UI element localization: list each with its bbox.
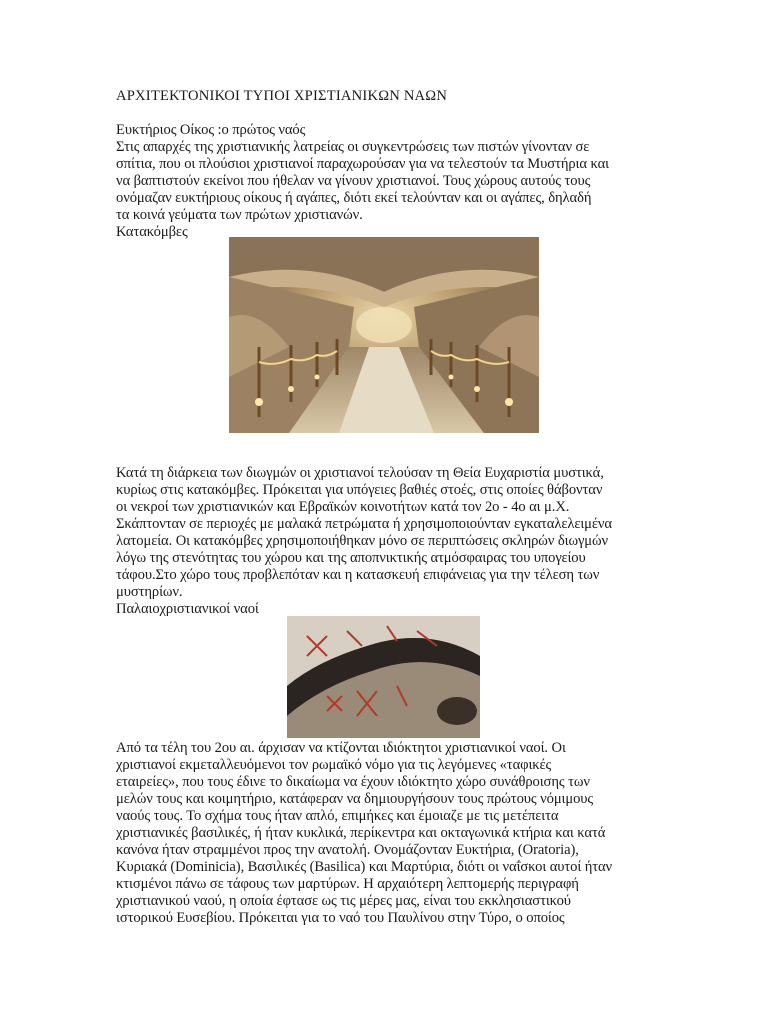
paragraph-line: Κατά τη διάρκεια των διωγμών οι χριστιανοί τελούσαν τη Θεία Ευχαριστία μυστικά,	[116, 465, 604, 481]
paragraph-line: κανόνα ήταν στραμμένοι προς την ανατολή. Ονομάζονταν Ευκτήρια, (Oratoria),	[116, 842, 579, 858]
section-heading: Κατακόμβες	[116, 224, 188, 240]
section-heading: Ευκτήριος Οίκος :ο πρώτος ναός	[116, 122, 306, 138]
paragraph-line: λατομεία. Οι κατακόμβες χρησιμοποιήθηκαν μόνο σε περιπτώσεις σκληρών διωγμών	[116, 533, 609, 549]
paragraph-line: μυστηρίων.	[116, 584, 183, 600]
paragraph-line: Κυριακά (Dominicia), Βασιλικές (Basilica) και Μαρτύρια, διότι οι ναΐσκοι αυτοί ήταν	[116, 859, 613, 875]
catacomb-photo	[229, 237, 539, 433]
document-title: ΑΡΧΙΤΕΚΤΟΝΙΚΟΙ ΤΥΠΟΙ ΧΡΙΣΤΙΑΝΙΚΩΝ ΝΑΩΝ	[116, 88, 448, 104]
section-oikos	[116, 122, 656, 241]
paragraph-line: μελών τους και κοιμητήριο, κατάφεραν να δημιουργήσουν τους πρώτους νόμιμους	[116, 791, 594, 807]
paragraph-line: ιστορικού Ευσεβίου. Πρόκειται για το ναό του Παυλίνου στην Τύρο, ο οποίος	[116, 910, 565, 926]
paragraph-line: λόγω της στενότητας του χώρου και της αποπνικτικής ατμόσφαιρας του υπογείου	[116, 550, 586, 566]
paragraph-line: να βαπτιστούν εκείνοι που ήθελαν να γίνουν χριστιανοί. Τους χώρους αυτούς τους	[116, 173, 591, 189]
paragraph-line: τάφου.Στο χώρο τους προβλεπόταν και η κατασκευή επιφάνειας για την τέλεση των	[116, 567, 600, 583]
section-catacombs	[116, 465, 656, 618]
paragraph-line: Σκάπτονταν σε περιοχές με μαλακά πετρώματα ή χρησιμοποιούνταν εγκαταλελειμένα	[116, 516, 612, 532]
paragraph-line: Στις απαρχές της χριστιανικής λατρείας οι συγκεντρώσεις των πιστών γίνονταν σε	[116, 139, 590, 155]
paragraph-line: σπίτια, που οι πλούσιοι χριστιανοί παραχωρούσαν για να τελεστούν τα Μυστήρια και	[116, 156, 609, 172]
paragraph-line: χριστιανικού ναού, η οποία έφτασε ως τις μέρες μας, είναι του εκκλησιαστικού	[116, 893, 571, 909]
paragraph-line: εταιρείες», που τους έδινε το δικαίωμα να έχουν ιδιόκτητο χώρο συνάθροισης των	[116, 774, 590, 790]
paragraph-line: Από τα τέλη του 2ου αι. άρχισαν να κτίζονται ιδιόκτητοι χριστιανικοί ναοί. Οι	[116, 740, 566, 756]
early-christian-photo	[287, 616, 480, 738]
paragraph-line: κτισμένοι πάνω σε τάφους των μαρτύρων. Η αρχαιότερη λεπτομερής περιγραφή	[116, 876, 579, 892]
paragraph-line: ναούς τους. Το σχήμα τους ήταν απλό, επιμήκες και έμοιαζε με τις μετέπειτα	[116, 808, 559, 824]
section-heading: Παλαιοχριστιανικοί ναοί	[116, 601, 259, 617]
paragraph-line: χριστιανικές βασιλικές, ή ήταν κυκλικά, περίκεντρα και οκταγωνικά κτήρια και κατά	[116, 825, 606, 841]
paragraph-line: οι νεκροί των χριστιανικών και Εβραϊκών κοινοτήτων κατά τον 2ο - 4ο αι μ.Χ.	[116, 499, 570, 515]
paragraph-line: κυρίως στις κατακόμβες. Πρόκειται για υπόγειες βαθιές στοές, στις οποίες θάβονταν	[116, 482, 603, 498]
paragraph-line: χριστιανοί εκμεταλλευόμενοι τον ρωμαϊκό νόμο για τις λεγόμενες «ταφικές	[116, 757, 552, 773]
paragraph-line: τα κοινά γεύματα των πρώτων χριστιανών.	[116, 207, 363, 223]
paragraph-line: ονόμαζαν ευκτήριους οίκους ή αγάπες, διότι εκεί τελούνταν και οι αγάπες, δηλαδή	[116, 190, 592, 206]
section-early-christian	[116, 740, 656, 927]
